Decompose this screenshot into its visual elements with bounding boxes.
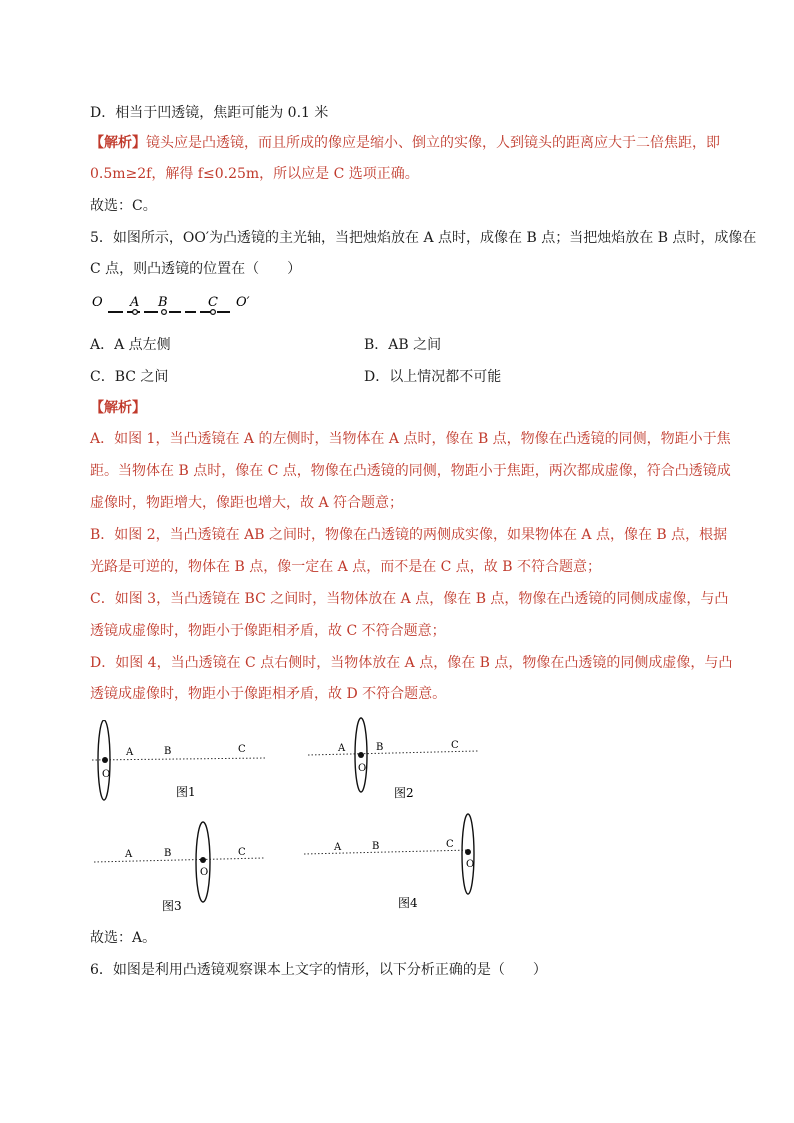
label-c: C xyxy=(451,740,459,751)
q5-analysis-line: C．如图 3，当凸透镜在 BC 之间时，当物体放在 A 点，像在 B 点，物像在凸透镜的同侧成虚像，与凸 xyxy=(90,591,729,607)
label-c: C xyxy=(238,744,246,755)
figure-caption: 图1 xyxy=(176,785,196,799)
q5-option-a: A．A 点左侧 xyxy=(90,337,171,353)
q5-analysis-line: B．如图 2，当凸透镜在 AB 之间时，物像在凸透镜的两侧成实像，如果物体在 A 点，像在 B 点，根据 xyxy=(90,527,728,543)
lens-center-dot xyxy=(358,752,364,758)
figure-1 xyxy=(88,720,278,810)
q5-analysis-line: 透镜成虚像时，物距小于像距相矛盾，故 C 不符合题意； xyxy=(90,623,446,639)
q5-analysis-line: 虚像时，物距增大，像距也增大，故 A 符合题意； xyxy=(90,495,404,511)
q5-analysis-tag: 【解析】 xyxy=(90,400,146,416)
q5-answer: 故选：A。 xyxy=(90,930,157,946)
q5-option-d: D．以上情况都不可能 xyxy=(364,369,502,385)
label-c: C xyxy=(446,839,454,850)
axis-point-c xyxy=(211,310,216,315)
axis-label-c: C xyxy=(208,295,218,310)
principal-axis xyxy=(94,858,264,862)
prev-analysis-line-2: 0.5m≥2f，解得 f≤0.25m，所以应是 C 选项正确。 xyxy=(90,166,419,182)
label-b: B xyxy=(164,848,172,859)
figure-caption: 图2 xyxy=(394,786,414,800)
label-b: B xyxy=(372,841,380,852)
figure-4 xyxy=(300,812,480,912)
label-b: B xyxy=(164,746,172,757)
q5-analysis-line: 光路是可逆的，物体在 B 点，像一定在 A 点，而不是在 C 点，故 B 不符合题意； xyxy=(90,559,601,575)
prev-answer: 故选：C。 xyxy=(90,198,157,214)
figure-2 xyxy=(306,715,486,805)
q5-option-b: B．AB 之间 xyxy=(364,337,442,353)
principal-axis xyxy=(308,751,478,755)
prev-analysis-line-1 xyxy=(90,133,720,153)
axis-point-a xyxy=(133,310,138,315)
figure-caption: 图3 xyxy=(162,899,182,913)
principal-axis xyxy=(304,850,472,854)
axis-label-o-prime: O′ xyxy=(236,295,250,310)
axis-label-b: B xyxy=(158,295,168,310)
q5-analysis-line: A．如图 1，当凸透镜在 A 的左侧时，当物体在 A 点时，像在 B 点，物像在凸透镜的同侧，物距小于焦 xyxy=(90,431,731,447)
label-a: A xyxy=(126,747,134,758)
principal-axis xyxy=(92,758,266,760)
analysis-text: 镜头应是凸透镜，而且所成的像应是缩小、倒立的实像，人到镜头的距离应大于二倍焦距，即 xyxy=(146,135,720,151)
lens-center-dot xyxy=(102,757,108,763)
label-a: A xyxy=(125,849,133,860)
axis-point-b xyxy=(162,310,167,315)
q5-analysis-line: 距。当物体在 B 点时，像在 C 点，物像在凸透镜的同侧，物距小于焦距，两次都成虚像，符合凸透镜成 xyxy=(90,463,731,479)
label-a: A xyxy=(338,743,346,754)
lens-center-dot xyxy=(465,849,471,855)
q5-axis-figure xyxy=(88,288,268,318)
prev-option-d: D．相当于凹透镜，焦距可能为 0.1 米 xyxy=(90,105,329,121)
label-c: C xyxy=(238,847,246,858)
axis-label-a: A xyxy=(130,295,140,310)
lens-center-dot xyxy=(200,857,206,863)
analysis-tag: 【解析】 xyxy=(90,135,146,151)
label-o: O xyxy=(466,859,475,870)
figure-caption: 图4 xyxy=(398,896,418,910)
q6-stem: 6．如图是利用凸透镜观察课本上文字的情形，以下分析正确的是（ ） xyxy=(90,962,547,978)
label-b: B xyxy=(376,742,384,753)
q5-stem-line-2: C 点，则凸透镜的位置在（ ） xyxy=(90,261,302,277)
label-o: O xyxy=(102,769,111,780)
label-a: A xyxy=(334,842,342,853)
label-o: O xyxy=(200,867,209,878)
figure-3 xyxy=(90,820,270,915)
q5-stem-line-1: 5．如图所示，OO′为凸透镜的主光轴，当把烛焰放在 A 点时，成像在 B 点；当把烛焰放在 B 点时，成像在 xyxy=(90,230,757,246)
q5-analysis-line: D．如图 4，当凸透镜在 C 点右侧时，当物体放在 A 点，像在 B 点，物像在凸透镜的同侧成虚像，与凸 xyxy=(90,655,733,671)
q5-option-c: C．BC 之间 xyxy=(90,369,169,385)
axis-label-o: O xyxy=(92,295,103,310)
q5-analysis-line: 透镜成虚像时，物距小于像距相矛盾，故 D 不符合题意。 xyxy=(90,686,447,702)
label-o: O xyxy=(358,763,367,774)
